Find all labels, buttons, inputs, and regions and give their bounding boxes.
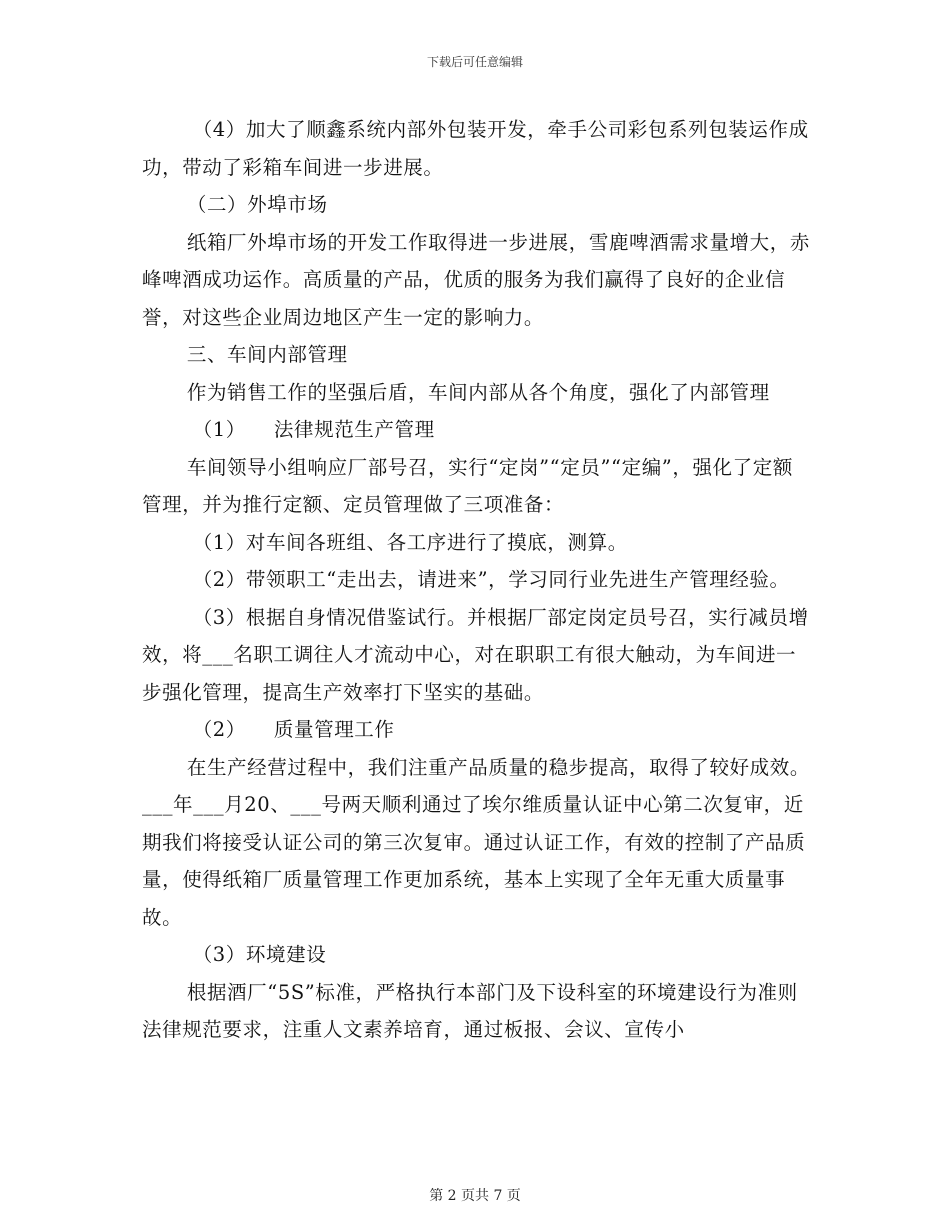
page-footer: 第 2 页共 7 页: [429, 1188, 521, 1204]
paragraph: 纸箱厂外埠市场的开发工作取得进一步进展，雪鹿啤酒需求量增大，赤峰啤酒成功运作。高质量的产品，优质的服务为我们赢得了良好的企业信誉，对这些企业周边地区产生一定的影响力。: [142, 230, 810, 329]
list-item: （1）对车间各班组、各工序进行了摸底，测算。: [192, 530, 628, 554]
subsection-heading: [142, 711, 810, 749]
subsection-title: 质量管理工作: [273, 718, 395, 741]
subsection-title: 法律规范生产管理: [273, 418, 435, 441]
list-marker: （1）: [192, 418, 246, 441]
paragraph: 根据酒厂“5S”标准，严格执行本部门及下设科室的环境建设行为准则法律规范要求，注重人文素养培育，通过板报、会议、宣传小: [142, 980, 798, 1041]
subsection-heading: （3）环境建设: [192, 943, 327, 966]
subsection-heading: [142, 411, 810, 449]
page-header: 下载后可任意编辑: [426, 55, 523, 69]
document-body: [142, 111, 810, 1049]
paragraph: 作为销售工作的坚强后盾，车间内部从各个角度，强化了内部管理: [186, 380, 770, 404]
section-heading: （二）外埠市场: [186, 193, 328, 216]
paragraph: 在生产经营过程中，我们注重产品质量的稳步提高，取得了较好成效。___年___月20、___号两天顺利通过了埃尔维质量认证中心第二次复审，近期我们将接受认证公司的第三次复审。通过认证工作，有效的控制了产品质量，使得纸箱厂质量管理工作更加系统，基本上实现了全年无重大质量事故。: [142, 755, 810, 929]
list-item: （2）带领职工“走出去，请进来”，学习同行业先进生产管理经验。: [192, 568, 790, 591]
list-marker: （2）: [192, 718, 246, 741]
list-item: （3）根据自身情况借鉴试行。并根据厂部定岗定员号召，实行减员增效，将___名职工调往人才流动中心，对在职职工有很大触动，为车间进一步强化管理，提高生产效率打下坚实的基础。: [142, 605, 809, 704]
section-heading: 三、车间内部管理: [186, 343, 348, 366]
paragraph: （4）加大了顺鑫系统内部外包装开发，牵手公司彩包系列包装运作成功，带动了彩箱车间进一步进展。: [142, 118, 809, 179]
paragraph: 车间领导小组响应厂部号召，实行“定岗”“定员”“定编”，强化了定额管理，并为推行定额、定员管理做了三项准备：: [142, 455, 793, 516]
